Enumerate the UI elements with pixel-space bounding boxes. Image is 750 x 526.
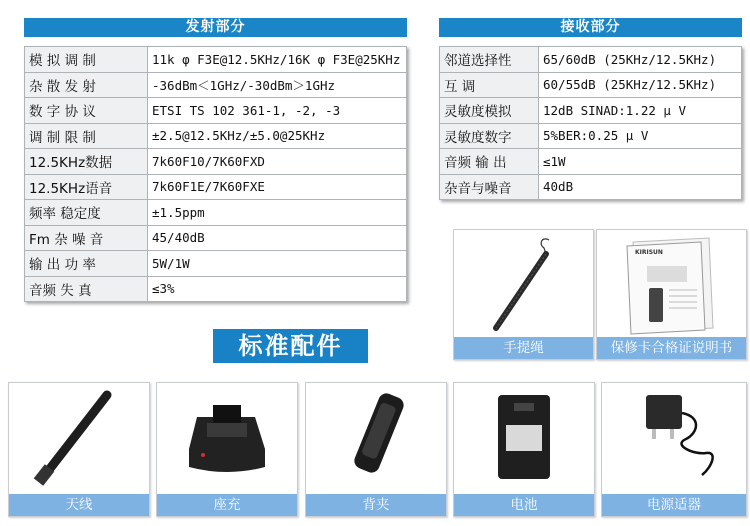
transmit-param-value: 7k60F10/7K60FXD [148, 149, 407, 175]
charger-cradle-icon [157, 383, 297, 494]
receive-section-title: 接收部分 [439, 18, 742, 37]
receive-param-label: 邻道选择性 [440, 47, 539, 73]
accessory-card-charger [156, 382, 298, 517]
transmit-param-value: ETSI TS 102 361-1, -2, -3 [148, 98, 407, 124]
receive-param-value: 5%BER:0.25 μ V [539, 123, 742, 149]
transmit-param-value: ≤3% [148, 276, 407, 302]
transmit-param-label: 杂 散 发 射 [25, 72, 148, 98]
belt-clip-icon [306, 383, 446, 494]
transmit-param-label: Fm 杂 噪 音 [25, 225, 148, 251]
transmit-row [25, 276, 407, 302]
transmit-row [25, 47, 407, 73]
transmit-param-label: 12.5KHz数据 [25, 149, 148, 175]
receive-param-value: 12dB SINAD:1.22 μ V [539, 98, 742, 124]
lanyard-icon [454, 230, 593, 337]
receive-param-value: 60/55dB (25KHz/12.5KHz) [539, 72, 742, 98]
transmit-row [25, 225, 407, 251]
receive-param-value: 40dB [539, 174, 742, 200]
transmit-param-value: 7k60F1E/7K60FXE [148, 174, 407, 200]
accessory-card-lanyard [453, 229, 594, 360]
receive-row [440, 72, 742, 98]
transmit-param-value: ±2.5@12.5KHz/±5.0@25KHz [148, 123, 407, 149]
antenna-icon [9, 383, 149, 494]
accessories-banner: 标准配件 [213, 329, 368, 363]
transmit-row [25, 149, 407, 175]
battery-icon [454, 383, 594, 494]
transmit-param-label: 频率 稳定度 [25, 200, 148, 226]
receive-spec-table [439, 46, 742, 200]
accessory-card-beltclip [305, 382, 447, 517]
receive-param-value: 65/60dB (25KHz/12.5KHz) [539, 47, 742, 73]
accessory-card-adapter [601, 382, 747, 517]
receive-param-label: 灵敏度模拟 [440, 98, 539, 124]
receive-param-value: ≤1W [539, 149, 742, 175]
receive-row [440, 149, 742, 175]
transmit-section-title: 发射部分 [24, 18, 407, 37]
transmit-row [25, 200, 407, 226]
receive-row [440, 98, 742, 124]
transmit-spec-table [24, 46, 407, 302]
accessory-card-antenna [8, 382, 150, 517]
transmit-param-label: 12.5KHz语音 [25, 174, 148, 200]
adapter-caption: 电源适器 [602, 494, 746, 516]
receive-param-label: 音频 输 出 [440, 149, 539, 175]
transmit-param-value: 5W/1W [148, 251, 407, 277]
beltclip-caption: 背夹 [306, 494, 446, 516]
transmit-row [25, 251, 407, 277]
transmit-param-value: 45/40dB [148, 225, 407, 251]
transmit-row [25, 123, 407, 149]
charger-caption: 座充 [157, 494, 297, 516]
transmit-param-label: 调 制 限 制 [25, 123, 148, 149]
transmit-param-value: -36dBm＜1GHz/-30dBm＞1GHz [148, 72, 407, 98]
receive-param-label: 互 调 [440, 72, 539, 98]
accessory-card-battery [453, 382, 595, 517]
transmit-param-label: 模 拟 调 制 [25, 47, 148, 73]
antenna-caption: 天线 [9, 494, 149, 516]
power-adapter-icon [602, 383, 746, 494]
transmit-param-label: 数 字 协 议 [25, 98, 148, 124]
transmit-param-value: 11k φ F3E@12.5KHz/16K φ F3E@25KHz [148, 47, 407, 73]
accessory-card-manual [596, 229, 747, 360]
lanyard-caption: 手提绳 [454, 337, 593, 359]
receive-row [440, 123, 742, 149]
transmit-row [25, 72, 407, 98]
manual-brand-text: KIRISUN [635, 249, 663, 256]
transmit-param-value: ±1.5ppm [148, 200, 407, 226]
receive-row [440, 174, 742, 200]
manual-icon [597, 230, 746, 337]
receive-param-label: 杂音与噪音 [440, 174, 539, 200]
manual-caption: 保修卡合格证说明书 [597, 337, 746, 359]
transmit-param-label: 输 出 功 率 [25, 251, 148, 277]
transmit-row [25, 98, 407, 124]
battery-caption: 电池 [454, 494, 594, 516]
receive-row [440, 47, 742, 73]
receive-param-label: 灵敏度数字 [440, 123, 539, 149]
transmit-param-label: 音频 失 真 [25, 276, 148, 302]
transmit-row [25, 174, 407, 200]
